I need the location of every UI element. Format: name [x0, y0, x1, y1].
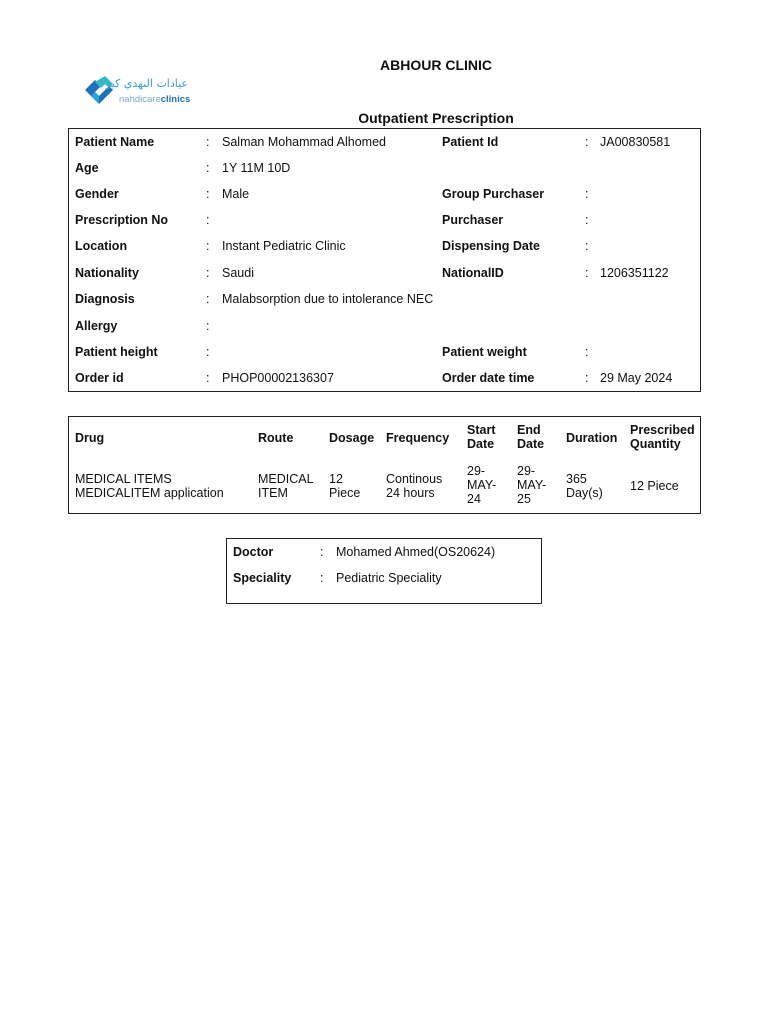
cell-end-date-line1: 29- [517, 464, 536, 478]
field-value: Saudi [222, 266, 254, 280]
cell-duration-line2: Day(s) [566, 486, 603, 500]
field-value: 1Y 11M 10D [222, 161, 291, 175]
field-label: Patient weight [442, 345, 527, 359]
field-colon: : [585, 239, 589, 253]
header-dosage: Dosage [329, 431, 375, 445]
age-row [69, 161, 700, 181]
field-label: Patient Name [75, 135, 155, 149]
cell-drug-line2: MEDICALITEM application [75, 486, 224, 500]
field-label: Dispensing Date [442, 239, 540, 253]
field-colon: : [585, 266, 589, 280]
field-colon: : [206, 371, 210, 385]
cell-frequency-line1: Continous [386, 472, 443, 486]
field-value: 29 May 2024 [600, 371, 673, 385]
field-label: Allergy [75, 319, 118, 333]
cell-end-date-line2: MAY- [517, 478, 547, 492]
field-colon: : [585, 371, 589, 385]
doctor-value: Mohamed Ahmed(OS20624) [336, 545, 496, 559]
order-row [69, 371, 700, 391]
field-value: PHOP00002136307 [222, 371, 334, 385]
cell-drug [75, 472, 224, 500]
cell-end-date-line3: 25 [517, 492, 531, 506]
field-colon: : [206, 266, 210, 280]
field-value: Male [222, 187, 250, 201]
nationality-row [69, 266, 700, 286]
field-label: Age [75, 161, 99, 175]
document-title: Outpatient Prescription [358, 110, 514, 126]
field-colon: : [585, 213, 589, 227]
speciality-value: Pediatric Speciality [336, 571, 442, 585]
header-end-date-line1: End [517, 423, 541, 437]
cell-start-date-line1: 29- [467, 464, 486, 478]
field-label: Gender [75, 187, 119, 201]
speciality-label: Speciality [233, 571, 292, 585]
header-route: Route [258, 431, 294, 445]
cell-end-date [517, 464, 546, 506]
field-colon: : [206, 239, 210, 253]
header-frequency: Frequency [386, 431, 450, 445]
cell-dosage-line1: 12 [329, 472, 343, 486]
cell-dosage [329, 472, 360, 500]
header-duration: Duration [566, 431, 618, 445]
field-value: 1206351122 [600, 266, 669, 280]
field-colon: : [206, 213, 210, 227]
header-end-date [517, 423, 544, 451]
field-label: Purchaser [442, 213, 504, 227]
field-label: Location [75, 239, 128, 253]
drug-table [68, 416, 701, 514]
cell-start-date [467, 464, 496, 506]
cell-frequency [386, 472, 442, 500]
height-weight-row [69, 345, 700, 365]
gender-row [69, 187, 700, 207]
field-value: Instant Pediatric Clinic [222, 239, 346, 253]
cell-quantity: 12 Piece [630, 479, 679, 493]
logo-latin-text [119, 94, 190, 105]
header-drug: Drug [75, 431, 105, 445]
field-colon: : [206, 345, 210, 359]
field-colon: : [585, 345, 589, 359]
field-colon: : [206, 161, 210, 175]
patient-info-box [68, 128, 701, 392]
header-quantity [630, 423, 695, 451]
header-end-date-line2: Date [517, 437, 545, 451]
cell-frequency-line2: 24 hours [386, 486, 435, 500]
field-label: NationalID [442, 266, 504, 280]
doctor-row [227, 545, 541, 565]
location-row [69, 239, 700, 259]
cell-dosage-line2: Piece [329, 486, 361, 500]
cell-route [258, 472, 314, 500]
allergy-row [69, 319, 700, 339]
logo-latin-part2: clinics [160, 94, 191, 105]
field-label: Prescription No [75, 213, 169, 227]
cell-duration-line1: 365 [566, 472, 587, 486]
field-value: Malabsorption due to intolerance NEC [222, 292, 434, 306]
field-label: Patient height [75, 345, 158, 359]
field-label: Diagnosis [75, 292, 135, 306]
clinic-name: ABHOUR CLINIC [380, 57, 492, 73]
field-colon: : [206, 187, 210, 201]
cell-duration [566, 472, 603, 500]
header-quantity-line2: Quantity [630, 437, 681, 451]
field-value: JA00830581 [600, 135, 671, 149]
clinic-logo [82, 76, 192, 110]
field-colon: : [206, 135, 210, 149]
field-value: Salman Mohammad Alhomed [222, 135, 386, 149]
field-label: Order id [75, 371, 124, 385]
field-colon: : [585, 135, 589, 149]
header-start-date-line2: Date [467, 437, 495, 451]
speciality-row [227, 571, 541, 591]
header-quantity-line1: Prescribed [630, 423, 695, 437]
field-colon: : [206, 292, 210, 306]
field-label: Patient Id [442, 135, 499, 149]
cell-start-date-line3: 24 [467, 492, 481, 506]
field-label: Order date time [442, 371, 535, 385]
cell-route-line1: MEDICAL [258, 472, 314, 486]
prescription-no-row [69, 213, 700, 233]
logo-latin-part1: nahdicare [119, 94, 161, 105]
diagnosis-row [69, 292, 700, 312]
logo-arabic-text: عيادات النهدي كير [105, 77, 188, 90]
doctor-label: Doctor [233, 545, 274, 559]
cell-start-date-line2: MAY- [467, 478, 497, 492]
field-colon: : [206, 319, 210, 333]
field-colon: : [320, 545, 324, 559]
cell-drug-line1: MEDICAL ITEMS [75, 472, 172, 486]
field-label: Nationality [75, 266, 139, 280]
header-start-date-line1: Start [467, 423, 496, 437]
field-colon: : [320, 571, 324, 585]
header-start-date [467, 423, 495, 451]
patient-name-row [69, 135, 700, 155]
doctor-box [226, 538, 542, 604]
field-label: Group Purchaser [442, 187, 545, 201]
field-colon: : [585, 187, 589, 201]
cell-route-line2: ITEM [258, 486, 288, 500]
